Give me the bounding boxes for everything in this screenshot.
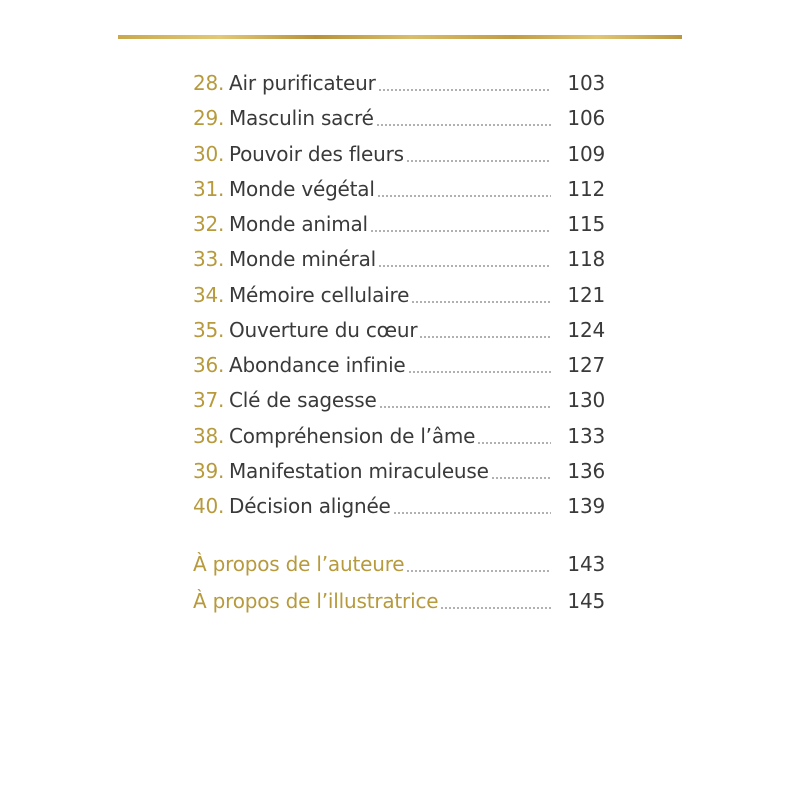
toc-entry-title: Ouverture du cœur [229, 318, 418, 342]
dot-leader [378, 265, 551, 267]
toc-entry[interactable] [193, 68, 605, 98]
toc-entry-number: 40. [193, 494, 225, 518]
toc-entry-page: 136 [567, 459, 605, 483]
dot-leader [377, 195, 551, 197]
toc-appendix-title: À propos de l’auteure [193, 552, 405, 576]
toc-entry-number: 32. [193, 212, 225, 236]
dot-leader [408, 371, 551, 373]
dot-leader [393, 512, 551, 514]
toc-entry-page: 121 [567, 283, 605, 307]
toc-entry-page: 118 [567, 247, 605, 271]
toc-entry[interactable] [193, 385, 605, 415]
toc-entry-number: 34. [193, 283, 225, 307]
toc-entry-number: 33. [193, 247, 225, 271]
toc-entry[interactable] [193, 350, 605, 380]
toc-entry[interactable] [193, 280, 605, 310]
dot-leader [379, 406, 551, 408]
toc-entry[interactable] [193, 491, 605, 521]
toc-entry-title: Monde animal [229, 212, 368, 236]
toc-entry-page: 109 [567, 142, 605, 166]
toc-entry-number: 28. [193, 71, 225, 95]
toc-entry-title: Pouvoir des fleurs [229, 142, 404, 166]
toc-entry-title: Abondance infinie [229, 353, 406, 377]
toc-entry-page: 139 [567, 494, 605, 518]
toc-entry-title: Monde végétal [229, 177, 375, 201]
toc-appendix-title: À propos de l’illustratrice [193, 589, 439, 613]
toc-entry[interactable] [193, 315, 605, 345]
toc-entry-title: Manifestation miraculeuse [229, 459, 489, 483]
toc-entry[interactable] [193, 139, 605, 169]
dot-leader [411, 301, 551, 303]
toc-entry-title: Air purificateur [229, 71, 376, 95]
toc-appendix-page: 143 [567, 552, 605, 576]
toc-appendix-entry[interactable] [193, 586, 605, 616]
toc-entry-page: 103 [567, 71, 605, 95]
dot-leader [376, 124, 551, 126]
dot-leader [477, 442, 551, 444]
toc-entry-page: 127 [567, 353, 605, 377]
toc-entry[interactable] [193, 174, 605, 204]
toc-entry-title: Monde minéral [229, 247, 376, 271]
toc-entry-title: Compréhension de l’âme [229, 424, 476, 448]
toc-entry-page: 106 [567, 106, 605, 130]
toc-entry-page: 124 [567, 318, 605, 342]
dot-leader [419, 336, 551, 338]
toc-entry-title: Clé de sagesse [229, 388, 377, 412]
toc-appendix-page: 145 [567, 589, 605, 613]
toc-entry-number: 36. [193, 353, 225, 377]
toc-entry-title: Décision alignée [229, 494, 391, 518]
toc-entry[interactable] [193, 421, 605, 451]
toc-entry-page: 115 [567, 212, 605, 236]
gold-header-rule [118, 35, 682, 39]
toc-appendix-entry[interactable] [193, 549, 605, 579]
dot-leader [406, 570, 551, 572]
toc-entry-number: 35. [193, 318, 225, 342]
toc-entry-number: 31. [193, 177, 225, 201]
toc-entry-page: 133 [567, 424, 605, 448]
toc-entry-number: 37. [193, 388, 225, 412]
dot-leader [378, 89, 551, 91]
toc-entry-number: 39. [193, 459, 225, 483]
toc-entry-number: 38. [193, 424, 225, 448]
dot-leader [370, 230, 551, 232]
toc-entry[interactable] [193, 456, 605, 486]
toc-entry-title: Masculin sacré [229, 106, 374, 130]
toc-entry-title: Mémoire cellulaire [229, 283, 410, 307]
toc-entry-number: 30. [193, 142, 225, 166]
toc-entry-number: 29. [193, 106, 225, 130]
toc-entry-page: 112 [567, 177, 605, 201]
toc-entry[interactable] [193, 103, 605, 133]
toc-entry[interactable] [193, 209, 605, 239]
toc-entry[interactable] [193, 244, 605, 274]
dot-leader [491, 477, 551, 479]
dot-leader [440, 607, 551, 609]
dot-leader [406, 160, 551, 162]
toc-entry-page: 130 [567, 388, 605, 412]
